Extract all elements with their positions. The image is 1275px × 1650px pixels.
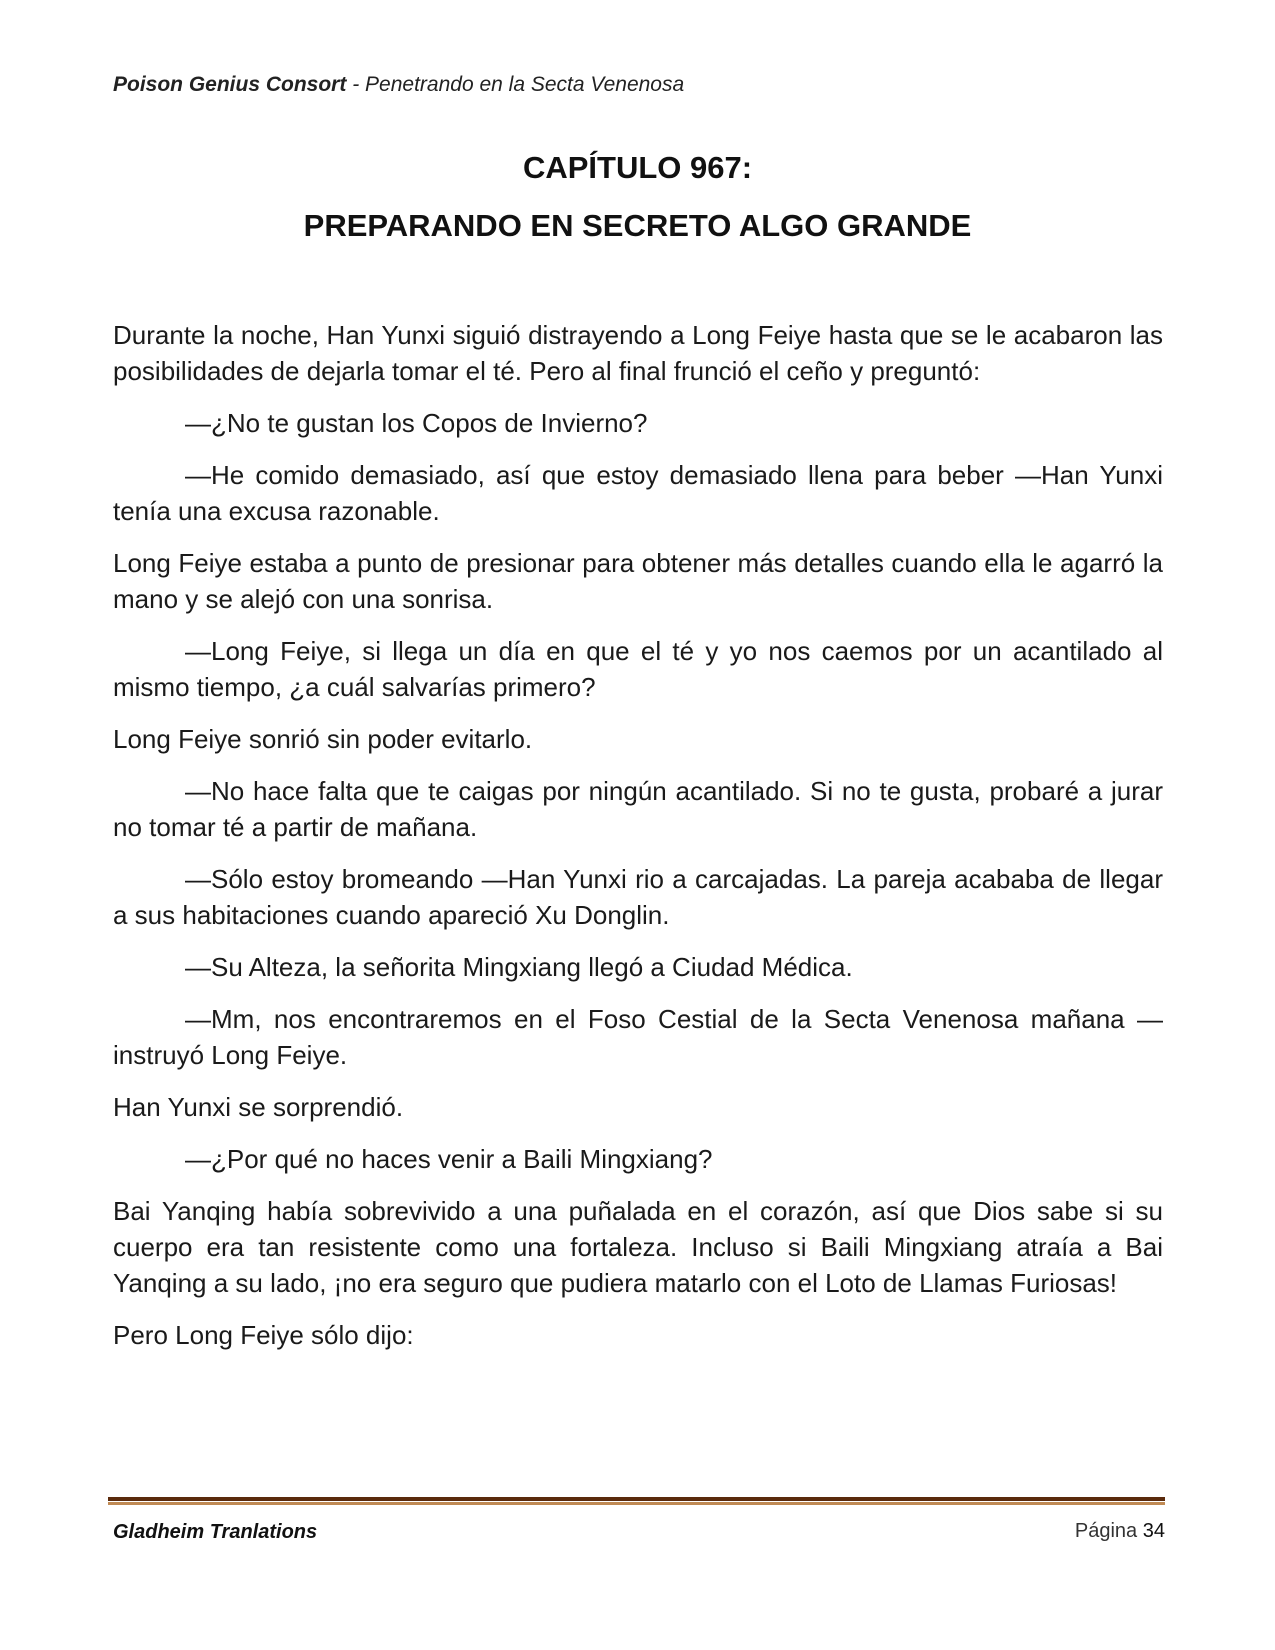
paragraph: —He comido demasiado, así que estoy demasiado llena para beber —Han Yunxi tenía una excusa razonable. <box>113 460 1163 526</box>
page-indicator <box>1075 1520 1165 1543</box>
chapter-title: PREPARANDO EN SECRETO ALGO GRANDE <box>303 208 972 243</box>
running-header <box>113 73 684 97</box>
chapter-number: CAPÍTULO 967: <box>522 150 753 185</box>
paragraph: Long Feiye estaba a punto de presionar para obtener más detalles cuando ella le agarró la mano y se alejó con una sonrisa. <box>113 548 1163 614</box>
paragraph: —¿No te gustan los Copos de Invierno? <box>185 408 648 438</box>
paragraph: —Sólo estoy bromeando —Han Yunxi rio a carcajadas. La pareja acababa de llegar a sus habitaciones cuando apareció Xu Donglin. <box>113 864 1163 930</box>
footer-rule-dark <box>108 1497 1165 1501</box>
series-title: Poison Genius Consort <box>113 73 347 96</box>
paragraph: —Mm, nos encontraremos en el Foso Cestial de la Secta Venenosa mañana —instruyó Long Feiye. <box>113 1004 1163 1070</box>
chapter-body <box>113 317 1163 1369</box>
paragraph: Durante la noche, Han Yunxi siguió distrayendo a Long Feiye hasta que se le acabaron las posibilidades de dejarla tomar el té. Pero al final frunció el ceño y preguntó: <box>113 320 1163 386</box>
footer-rule-light <box>108 1502 1165 1505</box>
publisher-name: Gladheim Tranlations <box>113 1521 318 1543</box>
paragraph: —Su Alteza, la señorita Mingxiang llegó a Ciudad Médica. <box>185 952 853 982</box>
paragraph: —¿Por qué no haces venir a Baili Mingxiang? <box>185 1144 713 1174</box>
page-number: 34 <box>1142 1520 1165 1542</box>
paragraph: —No hace falta que te caigas por ningún acantilado. Si no te gusta, probaré a jurar no tomar té a partir de mañana. <box>113 776 1163 842</box>
paragraph: Long Feiye sonrió sin poder evitarlo. <box>113 724 533 754</box>
header-separator: - <box>346 73 366 96</box>
paragraph: Bai Yanqing había sobrevivido a una puñalada en el corazón, así que Dios sabe si su cuerpo era tan resistente como una fortaleza. Incluso si Baili Mingxiang atraía a Bai Yanqing a su lado, ¡no era seguro que pudiera matarlo con el Loto de Llamas Furiosas! <box>113 1196 1163 1298</box>
paragraph: Pero Long Feiye sólo dijo: <box>113 1320 414 1350</box>
arc-title: Penetrando en la Secta Venenosa <box>365 73 685 96</box>
paragraph: Han Yunxi se sorprendió. <box>113 1092 404 1122</box>
paragraph: —Long Feiye, si llega un día en que el té y yo nos caemos por un acantilado al mismo tiempo, ¿a cuál salvarías primero? <box>113 636 1163 702</box>
page-label: Página <box>1074 1520 1138 1542</box>
